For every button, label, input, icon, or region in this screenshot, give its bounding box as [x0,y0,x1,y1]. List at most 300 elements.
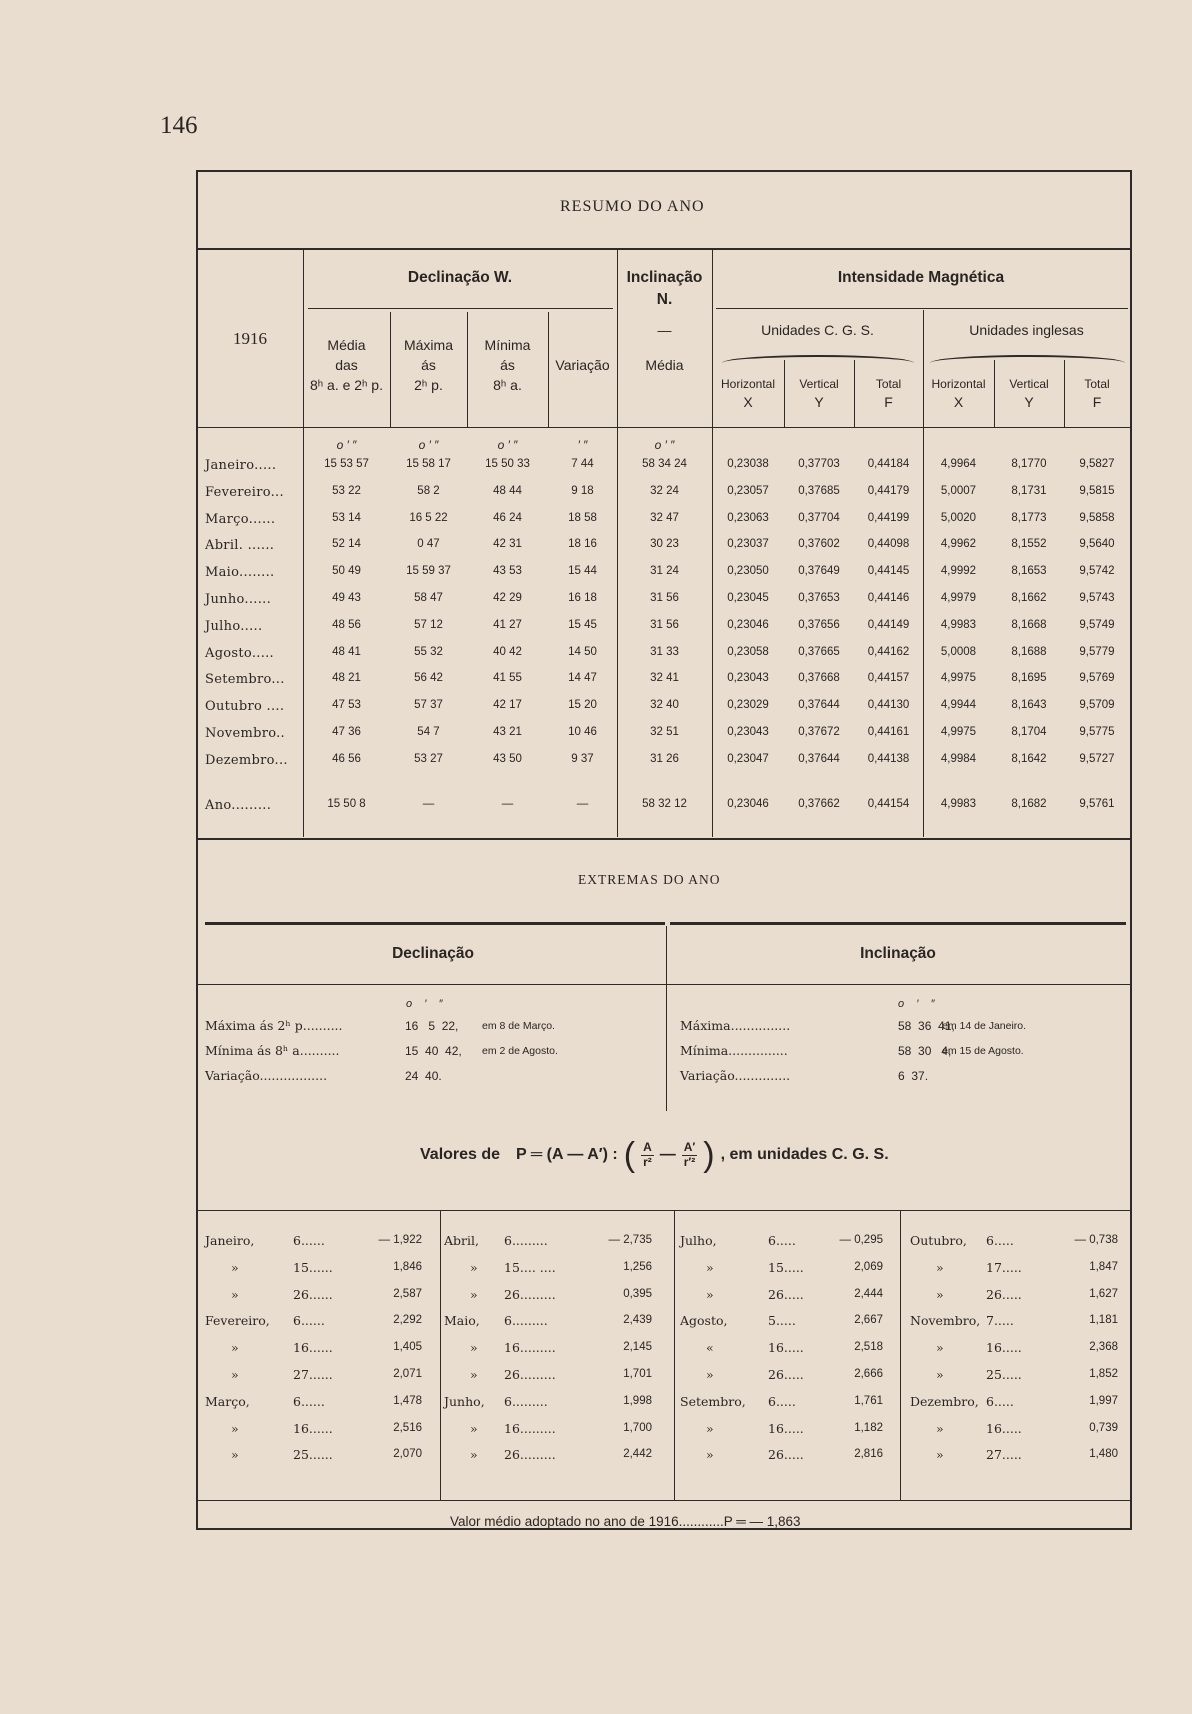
media-incl-header: Média [645,357,684,373]
cell-ing-y: 8,1704 [1011,726,1047,738]
valores-value: 1,480 [1089,1448,1118,1461]
cell-ing-f: 9,5815 [1079,484,1115,497]
valores-date-label: » [231,1259,239,1275]
cell-ing-y: 8,1668 [1011,618,1047,631]
cell-minima: 42 17 [493,699,522,712]
divider [198,1500,1130,1501]
cell-maxima: 15 58 17 [406,458,451,470]
valores-day: 26...... [293,1286,333,1302]
cell-ing-x: 4,9975 [940,672,977,685]
cell-ing-f: 9,5827 [1079,458,1115,470]
cell-cgs-f: 0,44138 [867,752,910,765]
extremas-date: em 14 de Janeiro. [942,1020,1027,1032]
cell-maxima: 15 59 37 [406,565,451,578]
formula-left: P ═ (A — A′) : [516,1146,618,1163]
cell-ing-f: 9,5779 [1079,645,1115,658]
cell-media: 53 22 [332,484,361,497]
extremas-value: 15 40 42, [405,1044,462,1058]
cell-incl: 32 51 [650,726,679,738]
cell-ing-x: 4,9983 [940,618,977,631]
cell-cgs-y: 0,37653 [798,592,840,604]
cell-variacao: — [576,798,589,810]
valores-value: 1,700 [623,1421,652,1434]
cell-cgs-x: 0,23063 [727,511,769,524]
cell-ing-f: 9,5769 [1079,672,1115,685]
cell-maxima: — [422,798,435,810]
extremas-label: Variação.............. [680,1068,791,1083]
valores-day: 16...... [293,1420,333,1436]
valores-day: 5..... [768,1313,796,1329]
cell-minima: 41 27 [493,618,522,631]
cell-variacao: 15 20 [568,699,597,712]
valores-day: 16......... [504,1420,556,1436]
cell-cgs-y: 0,37685 [798,484,840,497]
valores-date-label: Dezembro, [910,1393,979,1409]
divider [900,1210,901,1500]
extremas-value: 16 5 22, [405,1019,459,1033]
valores-value: 1,997 [1089,1394,1118,1407]
valores-date-label: « [706,1340,714,1356]
ing-x-header: X [953,394,964,410]
unidades-cgs-header: Unidades C. G. S. [761,322,874,338]
valores-date-label: » [470,1286,478,1302]
table-row [0,726,1192,752]
valores-day: 26......... [504,1447,556,1463]
formula-minus: — [659,1146,676,1163]
cell-cgs-f: 0,44146 [867,592,910,604]
cell-incl: 30 23 [650,538,679,551]
valores-value: 1,998 [623,1394,652,1407]
cgs-total-header: Total [875,377,902,391]
valores-value: 1,182 [854,1421,883,1434]
valores-day: 25...... [293,1447,333,1463]
cell-ing-y: 8,1552 [1011,538,1047,551]
units-marker: o ′ ″ [336,438,357,452]
valores-value: 2,444 [854,1287,883,1300]
minima-header-2: ás [500,357,515,373]
table-row [0,565,1192,591]
cell-maxima: 54 7 [417,726,440,738]
resumo-title: RESUMO DO ANO [560,198,705,215]
valores-date-label: Junho, [444,1393,485,1409]
cell-maxima: 57 12 [414,618,443,631]
valores-date-label: » [706,1259,714,1275]
valores-day: 6..... [768,1393,796,1409]
divider [198,1210,1130,1211]
month-name: Ano......... [205,798,272,813]
month-name: Março...... [205,511,276,527]
cell-minima: 43 50 [493,752,522,765]
extremas-declinacao-title: Declinação [392,945,474,962]
cell-cgs-x: 0,23045 [727,592,769,604]
cell-incl: 58 34 24 [642,458,687,470]
cell-incl: 58 32 12 [642,798,687,810]
frac-numerator: A′ [683,1140,696,1155]
valor-medio-footer: Valor médio adoptado no ano de 1916............P ═ — 1,863 [450,1514,801,1529]
month-name: Outubro .... [205,699,285,715]
valores-day: 7..... [986,1313,1014,1329]
divider [205,922,665,925]
valores-day: 16..... [986,1420,1022,1436]
cell-ing-x: 5,0008 [940,645,977,658]
cell-cgs-f: 0,44179 [867,484,910,497]
cell-ing-f: 9,5858 [1079,511,1115,524]
cgs-x-header: X [743,394,753,410]
cgs-f-header: F [884,394,893,410]
valores-date-label: » [470,1259,478,1275]
valores-value: 2,071 [393,1368,422,1380]
cell-maxima: 56 42 [414,672,443,685]
cell-ing-f: 9,5709 [1079,699,1115,712]
month-name: Junho...... [205,592,272,607]
media-header-3: 8ʰ a. e 2ʰ p. [309,377,383,393]
cell-cgs-y: 0,37668 [798,672,840,685]
cell-cgs-f: 0,44154 [867,798,910,810]
cell-cgs-f: 0,44098 [867,538,910,551]
cell-cgs-f: 0,44184 [867,458,910,470]
valores-date-label: » [231,1286,239,1302]
valores-date-label: » [936,1420,944,1436]
valores-date-label: Março, [205,1393,250,1409]
inclinacao-n: N. [656,291,673,308]
cell-ing-y: 8,1773 [1011,511,1047,524]
cell-ing-f: 9,5640 [1079,538,1115,551]
page-number: 146 [160,112,198,139]
cell-cgs-f: 0,44157 [867,672,910,685]
cell-minima: 46 24 [493,511,522,524]
cell-ing-x: 5,0020 [940,511,977,524]
cell-media: 47 53 [332,699,361,712]
cell-ing-y: 8,1731 [1011,484,1047,497]
valores-day: 27...... [293,1367,333,1382]
valores-date-label: Outubro, [910,1233,967,1248]
month-name: Maio........ [205,565,275,581]
cell-maxima: 58 2 [417,484,440,497]
extremas-label: Mínima............... [680,1043,788,1058]
month-name: Abril. ...... [205,538,275,554]
cell-media: 48 21 [332,672,361,685]
cell-cgs-x: 0,23058 [727,645,769,658]
minima-header-3: 8ʰ a. [493,377,522,393]
cell-cgs-f: 0,44162 [867,645,910,658]
valores-date-label: Setembro, [680,1393,746,1409]
cell-variacao: 18 16 [568,538,597,551]
cell-cgs-f: 0,44130 [867,699,910,712]
cell-cgs-y: 0,37662 [798,798,840,810]
cell-cgs-y: 0,37656 [798,618,840,631]
extremas-date: em 2 de Agosto. [482,1045,558,1057]
cell-cgs-x: 0,23043 [727,672,769,685]
valores-date-label: » [936,1367,944,1382]
cell-variacao: 14 47 [568,672,597,685]
cell-cgs-y: 0,37644 [798,699,840,712]
valores-value: 2,145 [623,1341,652,1354]
cell-ing-y: 8,1643 [1011,699,1047,712]
valores-date-label: » [231,1367,239,1382]
cell-variacao: 14 50 [568,645,597,658]
cell-minima: 41 55 [493,672,522,685]
cell-ing-x: 4,9944 [940,699,977,712]
valores-date-label: Maio, [444,1313,480,1329]
cell-ing-y: 8,1682 [1011,798,1047,810]
table-row [0,646,1192,672]
month-name: Janeiro..... [205,458,277,473]
cell-ing-x: 4,9964 [940,458,977,470]
cell-maxima: 55 32 [414,645,443,658]
maxima-header-2: ás [421,357,436,373]
valores-date-label: Agosto, [680,1313,728,1329]
ing-horizontal-header: Horizontal [931,377,986,391]
cell-minima: 48 44 [493,484,522,497]
valores-day: 6...... [293,1393,325,1409]
month-name: Julho..... [205,618,263,634]
valores-day: 27..... [986,1447,1022,1463]
unidades-inglesas-header: Unidades inglesas [969,322,1084,338]
valores-value: 2,368 [1089,1341,1118,1354]
ing-f-header: F [1092,394,1102,410]
valores-date-label: » [706,1420,714,1436]
units-marker: o ′ ″ [406,998,443,1010]
media-header-2: das [335,357,358,373]
ing-vertical-header: Vertical [1009,377,1049,391]
valores-day: 6..... [986,1393,1014,1409]
valores-date-label: Fevereiro, [205,1313,270,1329]
cell-maxima: 0 47 [417,538,440,551]
formula-prefix: Valores de [420,1146,501,1163]
cell-cgs-x: 0,23047 [727,752,769,765]
divider [198,248,1130,250]
cell-variacao: 16 18 [568,592,597,604]
month-name: Setembro... [205,672,285,688]
valores-value: 1,847 [1089,1260,1118,1273]
cell-cgs-x: 0,23057 [727,484,769,497]
units-marker: ′ ″ [577,438,588,452]
valores-value: 0,395 [623,1287,652,1300]
frac-numerator: A [643,1140,652,1155]
cell-maxima: 57 37 [414,699,443,712]
cell-minima: 43 21 [493,726,522,738]
cell-ing-f: 9,5761 [1079,798,1115,810]
cell-variacao: 15 44 [568,565,597,578]
extremas-label: Máxima............... [680,1018,791,1033]
valores-date-label: » [231,1420,239,1436]
valores-date-label: Abril, [444,1233,479,1248]
month-name: Agosto..... [205,645,274,661]
valores-day: 15..... [768,1259,804,1275]
valores-value: — 1,922 [378,1234,422,1246]
valores-value: 2,518 [854,1341,883,1354]
cell-minima: — [501,798,514,810]
cell-ing-f: 9,5743 [1079,592,1115,604]
valores-date-label: Janeiro, [205,1233,255,1248]
cell-incl: 32 40 [650,699,679,712]
extremas-title: EXTREMAS DO ANO [578,872,721,887]
maxima-header-1: Máxima [403,337,453,353]
cell-cgs-f: 0,44161 [867,726,910,738]
valores-day: 26..... [986,1286,1022,1302]
cell-variacao: 9 37 [571,752,594,765]
valores-date-label: » [470,1447,478,1463]
cell-ing-x: 4,9983 [940,798,977,810]
cell-media: 15 53 57 [324,458,369,470]
cell-cgs-x: 0,23050 [727,565,769,578]
extremas-value: 6 37. [898,1069,929,1083]
table-row [0,699,1192,725]
table-row [0,672,1192,698]
cell-incl: 31 33 [650,645,679,658]
valores-value: 1,852 [1089,1368,1118,1380]
valores-value: 2,069 [854,1260,883,1273]
valores-value: 1,846 [393,1260,422,1273]
paren-right: ) [703,1136,715,1174]
cell-cgs-x: 0,23038 [727,458,769,470]
table-row [0,512,1192,538]
cell-ing-f: 9,5727 [1079,752,1115,765]
divider [716,308,1128,309]
units-marker: o ′ ″ [898,998,935,1010]
valores-value: — 0,295 [839,1234,883,1246]
cell-cgs-f: 0,44149 [867,618,910,631]
valores-value: 1,405 [393,1341,422,1354]
cell-media: 48 41 [332,645,361,658]
valores-day: 26..... [768,1447,804,1463]
cell-ing-f: 9,5775 [1079,726,1115,738]
divider [674,1210,675,1500]
extremas-date: em 15 de Agosto. [942,1045,1024,1057]
divider [308,308,613,309]
valores-day: 15...... [293,1259,333,1275]
table-row [0,485,1192,511]
valores-date-label: » [231,1447,239,1463]
cell-ing-f: 9,5749 [1079,618,1115,631]
extremas-label: Variação................. [205,1068,328,1083]
cell-incl: 32 41 [650,672,679,685]
table-row [0,592,1192,618]
valores-day: 26..... [768,1286,804,1302]
cell-incl: 32 47 [650,511,679,524]
valores-value: — 0,738 [1074,1234,1118,1246]
cgs-vertical-header: Vertical [799,377,839,391]
cell-incl: 31 26 [650,752,679,765]
valores-value: 2,516 [393,1421,422,1434]
valores-day: 6......... [504,1233,548,1248]
cell-media: 46 56 [332,752,361,765]
valores-day: 16..... [986,1340,1022,1356]
valores-date-label: » [936,1259,944,1275]
units-marker: o ′ ″ [418,438,439,452]
units-marker: o ′ ″ [497,438,518,452]
valores-value: 1,627 [1089,1287,1118,1300]
cell-ing-x: 4,9979 [940,592,977,604]
cell-minima: 40 42 [493,645,522,658]
valores-date-label: » [936,1447,944,1463]
valores-date-label: » [936,1286,944,1302]
valores-value: 1,761 [854,1394,883,1407]
extremas-value: 58 30 4, [898,1044,952,1058]
cell-cgs-x: 0,23037 [727,538,769,551]
cell-cgs-y: 0,37665 [798,645,840,658]
month-name: Novembro.. [205,726,285,741]
cell-minima: 43 53 [493,565,522,578]
cell-ing-y: 8,1770 [1011,458,1047,470]
cell-ing-x: 4,9992 [940,565,977,578]
fraction-a [641,1141,654,1168]
cell-maxima: 58 47 [414,592,443,604]
extremas-label: Mínima ás 8ʰ a.......... [205,1043,340,1058]
valores-value: 2,442 [623,1448,652,1461]
valores-day: 26..... [768,1367,804,1382]
divider [670,922,1126,925]
valores-date-label: » [936,1340,944,1356]
paren-left: ( [623,1136,636,1174]
inclinacao-header: Inclinação [626,269,703,286]
cell-ing-x: 4,9975 [940,726,977,738]
cell-maxima: 53 27 [414,752,443,765]
valores-value: 1,181 [1089,1314,1118,1327]
cell-incl: 31 24 [650,565,679,578]
valores-day: 6...... [293,1313,325,1329]
cell-cgs-x: 0,23046 [727,618,769,631]
extremas-date: em 8 de Março. [482,1020,555,1032]
cell-ing-x: 5,0007 [940,484,977,497]
frac-denominator: r² [643,1154,652,1169]
valores-day: 17..... [986,1259,1022,1275]
cell-minima: 15 50 33 [485,458,530,470]
divider [198,838,1130,840]
cell-variacao: 15 45 [568,618,597,631]
cell-ing-x: 4,9984 [940,752,977,765]
cell-minima: 42 29 [493,592,522,604]
valores-day: 26......... [504,1286,556,1302]
cell-cgs-x: 0,23046 [727,798,769,810]
cell-ing-y: 8,1695 [1011,672,1047,685]
divider [198,984,1130,985]
cell-cgs-y: 0,37703 [798,458,840,470]
cell-variacao: 18 58 [568,511,597,524]
cell-ing-f: 9,5742 [1079,565,1115,578]
frac-denominator: r′² [683,1154,696,1169]
cell-ing-y: 8,1662 [1011,592,1047,604]
cell-cgs-y: 0,37704 [798,511,840,524]
fraction-a-prime [682,1141,698,1168]
cell-incl: 31 56 [650,618,679,631]
valores-date-label: » [706,1367,714,1382]
valores-value: — 2,735 [608,1234,652,1246]
media-header-1: Média [327,337,366,353]
cell-ing-x: 4,9962 [940,538,977,551]
cell-cgs-f: 0,44199 [867,511,910,524]
cell-ing-y: 8,1642 [1011,752,1047,765]
cell-incl: 32 24 [650,484,679,497]
units-marker: o ′ ″ [654,438,675,452]
valores-day: 6......... [504,1393,548,1409]
valores-value: 1,478 [393,1394,422,1407]
extremas-inclinacao-title: Inclinação [860,945,936,962]
valores-value: 0,739 [1089,1421,1118,1434]
cell-media: 15 50 8 [327,798,366,810]
inclinacao-dash: — [657,322,672,338]
valores-day: 26......... [504,1367,556,1382]
valores-value: 1,256 [623,1260,652,1273]
cell-cgs-x: 0,23029 [727,699,769,712]
valores-value: 2,666 [854,1368,883,1380]
cell-cgs-f: 0,44145 [867,565,910,578]
valores-date-label: » [706,1447,714,1463]
extremas-label: Máxima ás 2ʰ p.......... [205,1018,343,1033]
cell-ing-y: 8,1688 [1011,645,1047,658]
valores-value: 2,439 [623,1314,652,1327]
table-row [0,458,1192,484]
